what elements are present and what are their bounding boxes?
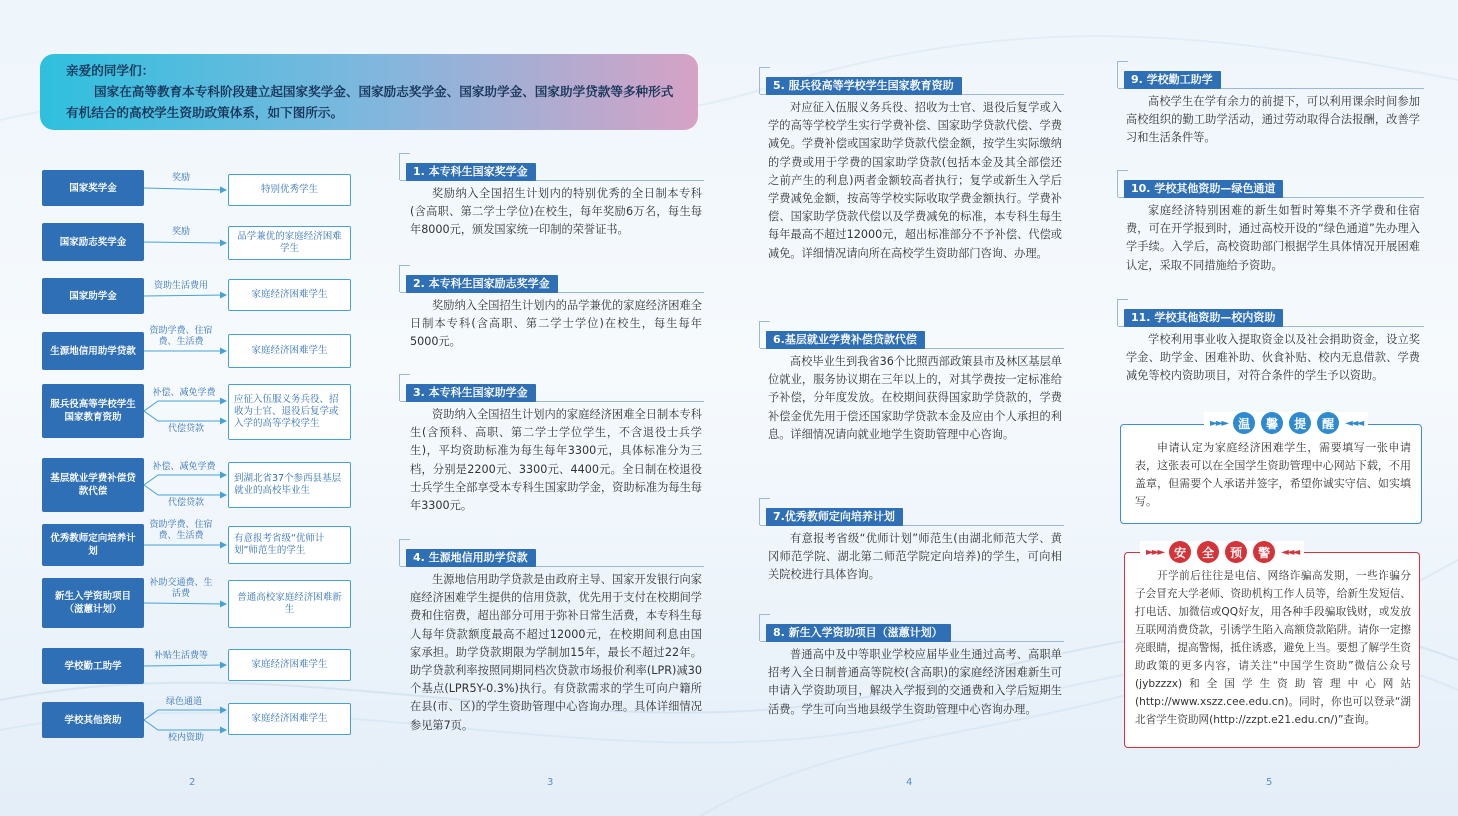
warning-char-3: 预	[1225, 541, 1247, 563]
flow-target-5: 应征入伍服义务兵役、招收为士官、退役后复学或入学的高等学校学生	[228, 384, 351, 440]
flow-source-3: 国家助学金	[42, 278, 144, 314]
flow-edge-label-5: 补偿、减免学费	[152, 388, 216, 398]
flow-source-8: 新生入学资助项目（滋蕙计划）	[42, 578, 144, 628]
arrow-right-icon: ►►►	[1146, 546, 1164, 558]
flow-edge-label-7: 资助学费、住宿费、生活费	[149, 520, 213, 541]
flow-target-2: 品学兼优的家庭经济困难学生	[228, 226, 351, 260]
section-title-6: 6.基层就业学费补偿贷款代偿	[766, 331, 925, 349]
section-text-5: 对应征入伍服义务兵役、招收为士官、退役后复学或入学的高等学校学生实行学费补偿、国家助学贷款代偿、学费减免。学费补偿或国家助学贷款代偿金额，按学生实际缴纳的学费或用于学费的国家助学贷款(包括本金及其全部偿还之前产生的利息)两者金额较高者执行；复学或新生入学后学费减免金额，按高等学校实际收取学费金额执行。学费补偿、国家助学贷款代偿以及学费减免的标准，本专科生每生每年最高不超过12000元，超出标准部分不予补偿、代偿或减免。详细情况请向所在高校学生资助部门咨询、办理。	[768, 101, 1062, 260]
flow-edge-label-8: 补助交通费、生活费	[149, 578, 213, 599]
flow-edge-label-6: 补偿、减免学费	[152, 462, 216, 472]
flow-source-5: 服兵役高等学校学生国家教育资助	[42, 384, 144, 438]
flow-arrow-lower-10	[144, 720, 226, 730]
section-text-10: 家庭经济特别困难的新生如暂时筹集不齐学费和住宿费，可在开学报到时，通过高校开设的“绿色通道”先办理入学手续。入学后，高校资助部门根据学生具体情况开展困难认定，采取不同措施给予资助。	[1126, 204, 1420, 272]
flow-source-9: 学校勤工助学	[42, 648, 144, 684]
flow-target-6: 到湖北省37个参西县基层就业的高校毕业生	[228, 462, 351, 508]
section-title-1: 1. 本专科生国家奖学金	[406, 163, 536, 181]
section-text-8: 普通高中及中等职业学校应届毕业生通过高考、高职单招考入全日制普通高等院校(含高职)的家庭经济困难新生可申请入学资助项目，解决入学报到的交通费和入学后短期生活费。学生可向当地县级学生资助管理中心咨询办理。	[768, 648, 1062, 716]
intro-banner	[40, 54, 698, 130]
reminder-char-2: 馨	[1261, 412, 1283, 434]
flow-edge-label-1: 奖励	[171, 173, 190, 183]
section-title-8: 8. 新生入学资助项目（滋蕙计划）	[766, 624, 951, 642]
flow-arrow-upper-6	[144, 475, 226, 485]
reminder-box	[1120, 424, 1422, 524]
section-text-3: 资助纳入全国招生计划内的家庭经济困难全日制本专科生(含预科、高职、第二学士学位学生，不含退役士兵学生)，平均资助标准为每生每年3300元，具体标准分为三档，分别是2200元、3300元、4400元。全日制在校退役士兵学生全部享受本专科生国家助学金，资助标准为每生每年3300元。	[410, 408, 702, 513]
warning-box	[1124, 552, 1420, 748]
warning-char-2: 全	[1197, 541, 1219, 563]
page-number-5: 5	[1266, 777, 1273, 788]
section-text-6: 高校毕业生到我省36个比照西部政策县市及林区基层单位就业，服务协议期在三年以上的，对其学费按一定标准给予补偿，分年度发放。在校期间获得国家助学贷款的，学费补偿金优先用于偿还国家助学贷款本金及应由个人承担的利息。详细情况请向就业地学生资助管理中心咨询。	[768, 355, 1062, 441]
section-title-3: 3. 本专科生国家助学金	[406, 384, 536, 402]
flow-arrow-9	[144, 665, 226, 666]
flow-source-6: 基层就业学费补偿贷款代偿	[42, 458, 144, 512]
flow-arrow-upper-10	[144, 710, 226, 720]
flow-source-10: 学校其他资助	[42, 702, 144, 738]
flow-edge-label-2: 奖励	[171, 227, 190, 237]
reminder-char-4: 醒	[1317, 412, 1339, 434]
flow-arrow-upper-5	[144, 401, 226, 411]
section-title-4: 4. 生源地信用助学贷款	[406, 549, 536, 567]
flow-target-1: 特别优秀学生	[228, 174, 351, 206]
warning-title	[1140, 541, 1304, 563]
flow-source-4: 生源地信用助学贷款	[42, 332, 144, 370]
flow-arrow-8	[144, 603, 226, 604]
flow-source-1: 国家奖学金	[42, 170, 144, 206]
flow-edge-label-10: 绿色通道	[165, 697, 202, 707]
reminder-char-3: 提	[1289, 412, 1311, 434]
section-title-2: 2. 本专科生国家励志奖学金	[406, 275, 558, 293]
arrow-right-icon: ►►►	[1210, 417, 1228, 429]
flow-edge-label2-5: 代偿贷款	[167, 424, 204, 434]
flow-source-2: 国家励志奖学金	[42, 223, 144, 261]
warning-text: 开学前后往往是电信、网络诈骗高发期，一些诈骗分子会冒充大学老师、资助机构工作人员等，给新生发短信、打电话、加微信或QQ好友，用各种手段骗取钱财，或发放互联网消费贷款，引诱学生陷入高额贷款陷阱。请你一定擦亮眼睛，提高警惕，抵住诱惑，避免上当。要想了解学生资助政策的更多内容，请关注“中国学生资助”微信公众号(jybzzzx)和全国学生资助管理中心网站(http://www.xszz.cee.edu.cn)。同时，你也可以登录“湖北省学生资助网(http://zzpt.e21.edu.cn/)”查询。	[1135, 570, 1411, 726]
arrow-left-icon: ◄◄◄	[1281, 546, 1299, 558]
section-title-10: 10. 学校其他资助—绿色通道	[1124, 180, 1283, 198]
flow-arrow-lower-6	[144, 485, 226, 495]
flow-target-7: 有意报考省级“优师计划”师范生的学生	[228, 526, 351, 564]
intro-body: 国家在高等教育本专科阶段建立起国家奖学金、国家励志奖学金、国家助学金、国家助学贷款等多种形式有机结合的高校学生资助政策体系，如下图所示。	[66, 84, 674, 120]
page-number-3: 3	[547, 777, 554, 788]
flow-edge-label2-6: 代偿贷款	[167, 498, 204, 508]
warning-char-4: 警	[1253, 541, 1275, 563]
arrow-left-icon: ◄◄◄	[1345, 417, 1363, 429]
flow-arrow-1	[144, 188, 226, 190]
section-title-7: 7.优秀教师定向培养计划	[766, 508, 903, 526]
flow-target-4: 家庭经济困难学生	[228, 334, 351, 368]
section-text-2: 奖励纳入全国招生计划内的品学兼优的家庭经济困难全日制本专科(含高职、第二学士学位)在校生，每生每年5000元。	[410, 299, 702, 349]
reminder-text: 申请认定为家庭经济困难学生，需要填写一张申请表，这张表可以在全国学生资助管理中心网站下载，不用盖章，但需要个人承诺并签字，希望你诚实守信、如实填写。	[1135, 441, 1411, 508]
flow-source-7: 优秀教师定向培养计划	[42, 524, 144, 566]
flow-target-10: 家庭经济困难学生	[228, 703, 351, 735]
reminder-title	[1204, 412, 1368, 434]
warning-char-1: 安	[1169, 541, 1191, 563]
section-title-11: 11. 学校其他资助—校内资助	[1124, 309, 1283, 327]
section-text-7: 有意报考省级“优师计划”师范生(由湖北师范大学、黄冈师范学院、湖北第二师范学院定向培养)的学生，可向相关院校进行具体咨询。	[768, 532, 1062, 582]
page-number-4: 4	[906, 777, 913, 788]
flow-target-3: 家庭经济困难学生	[228, 279, 351, 311]
section-text-4: 生源地信用助学贷款是由政府主导、国家开发银行向家庭经济困难学生提供的信用贷款，优先用于支付在校期间学费和住宿费，超出部分可用于弥补日常生活费，本专科生每人每年贷款额度最高不超过12000元，在校期间利息由国家承担。助学贷款期限为学制加15年，最长不超过22年。助学贷款利率按照同期同档次贷款市场报价利率(LPR)减30个基点(LPR5Y-0.3%)执行。有贷款需求的学生可向户籍所在县(市、区)的学生资助管理中心咨询办理。具体详细情况参见第7页。	[410, 573, 702, 732]
flow-arrow-lower-5	[144, 411, 226, 421]
section-text-11: 学校利用事业收入提取资金以及社会捐助资金，设立奖学金、助学金、困难补助、伙食补贴、校内无息借款、学费减免等校内资助项目，对符合条件的学生予以资助。	[1126, 333, 1420, 383]
page-number-2: 2	[189, 777, 196, 788]
section-title-9: 9. 学校勤工助学	[1124, 71, 1221, 89]
flow-edge-label2-10: 校内资助	[167, 733, 204, 743]
section-text-1: 奖励纳入全国招生计划内的特别优秀的全日制本专科(含高职、第二学士学位)在校生，每年奖励6万名，每生每年8000元，颁发国家统一印制的荣誉证书。	[410, 187, 702, 237]
flow-edge-label-9: 补贴生活费等	[153, 651, 208, 661]
flow-target-8: 普通高校家庭经济困难新生	[228, 580, 351, 628]
flow-arrow-2	[144, 242, 226, 243]
flow-edge-label-4: 资助学费、住宿费、生活费	[149, 326, 213, 347]
section-title-5: 5. 服兵役高等学校学生国家教育资助	[766, 77, 962, 95]
flow-target-9: 家庭经济困难学生	[228, 649, 351, 681]
intro-greeting: 亲爱的同学们：	[66, 63, 155, 78]
flow-arrow-3	[144, 295, 226, 296]
flow-edge-label-3: 资助生活费用	[153, 281, 208, 291]
section-text-9: 高校学生在学有余力的前提下，可以利用课余时间参加高校组织的勤工助学活动，通过劳动取得合法报酬，改善学习和生活条件等。	[1126, 95, 1420, 145]
reminder-char-1: 温	[1233, 412, 1255, 434]
